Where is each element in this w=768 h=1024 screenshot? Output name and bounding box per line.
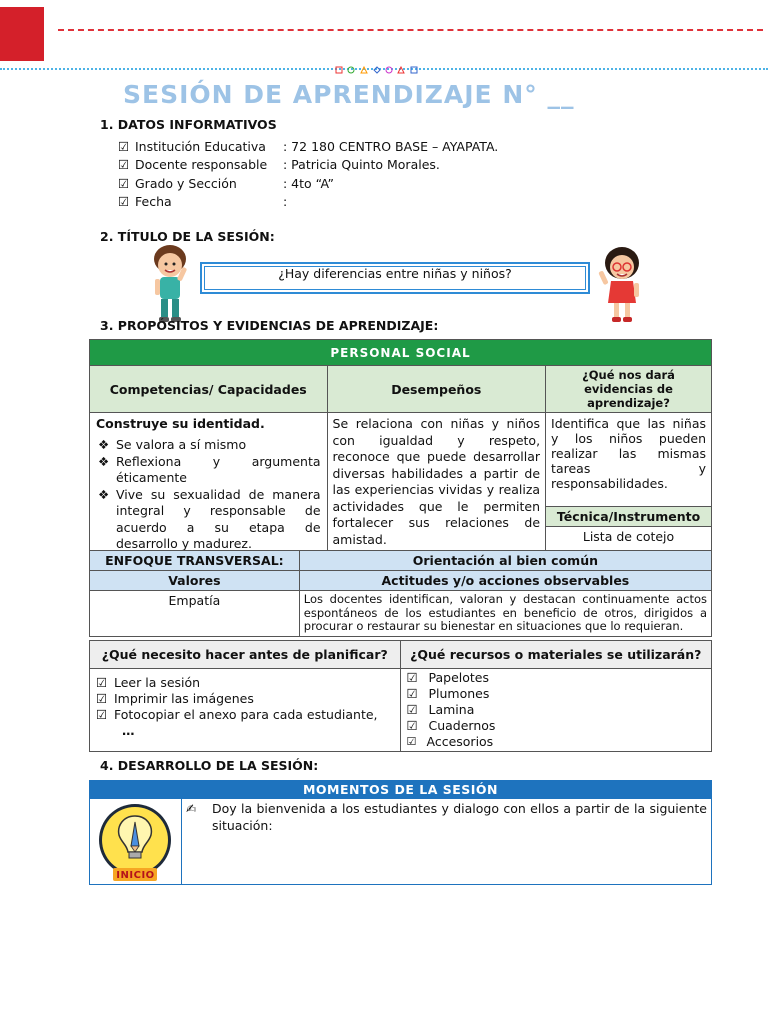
checkbox-checked-icon: ☑ — [96, 691, 108, 706]
antes-item: ☑ Fotocopiar el anexo para cada estudiante, — [96, 707, 378, 722]
momentos-table — [89, 780, 712, 885]
area-header: PERSONAL SOCIAL — [90, 340, 712, 366]
capacidad-item: ❖ Se valora a sí mismo — [98, 437, 247, 452]
col-header-evidencias: ¿Qué nos dará evidencias de aprendizaje? — [546, 366, 712, 413]
diamond-bullet-icon: ❖ — [98, 486, 110, 502]
info-label: Institución Educativa — [135, 139, 266, 154]
checkbox-checked-icon: ☑ — [406, 702, 418, 717]
checkbox-checked-icon: ☑ — [118, 157, 130, 172]
info-row-grado — [118, 176, 334, 191]
info-value: : 72 180 CENTRO BASE – AYAPATA. — [283, 139, 499, 154]
enfoque-table — [89, 550, 712, 637]
competencia-title: Construye su identidad. — [96, 416, 265, 431]
capacidad-item: ❖ Vive su sexualidad de manera integral y responsable de acuerdo a su etapa de desarrollo y madurez. — [98, 486, 321, 551]
writing-hand-icon: ✍ — [185, 801, 197, 816]
info-label: Docente responsable — [135, 157, 268, 172]
desempeno-cell: Se relaciona con niñas y niños con igualdad y respeto, reconoce que puede desarrollar diversas habilidades a partir de las experiencias vividas y realiza actividades que le permiten fortalecer sus relaciones de amistad. — [327, 413, 546, 557]
section-heading-titulo: 2. TÍTULO DE LA SESIÓN: — [100, 229, 275, 244]
valor-cell: Empatía — [90, 591, 300, 637]
inicio-cell — [90, 799, 182, 885]
info-value: : — [283, 194, 288, 209]
col-header-competencias: Competencias/ Capacidades — [90, 366, 328, 413]
checkbox-checked-icon: ☑ — [406, 735, 417, 748]
section-heading-desarrollo: 4. DESARROLLO DE LA SESIÓN: — [100, 758, 319, 773]
evidencia-cell: Identifica que las niñas y los niños pueden realizar las mismas tareas y responsabilidades. — [546, 413, 712, 507]
capacidad-item: ❖ Reflexiona y argumenta éticamente — [98, 453, 321, 485]
session-title-box — [200, 262, 590, 294]
corner-red-block — [0, 7, 44, 61]
info-row-fecha — [118, 194, 287, 209]
info-label: Fecha — [135, 194, 172, 209]
inicio-content — [181, 799, 711, 885]
enfoque-label: ENFOQUE TRANSVERSAL: — [90, 551, 300, 571]
girl-illustration — [596, 245, 646, 325]
valores-header: Valores — [90, 571, 300, 591]
checkbox-checked-icon: ☑ — [118, 194, 130, 209]
momentos-header: MOMENTOS DE LA SESIÓN — [90, 781, 712, 799]
col-header-desempenos: Desempeños — [327, 366, 546, 413]
diamond-bullet-icon: ❖ — [98, 453, 110, 469]
recurso-item: ☑ Cuadernos — [406, 718, 496, 733]
antes-more: … — [122, 723, 135, 738]
info-row-institucion — [118, 139, 498, 154]
propositos-table — [89, 339, 712, 557]
checkbox-checked-icon: ☑ — [96, 675, 108, 690]
checkbox-checked-icon: ☑ — [406, 670, 418, 685]
info-value: : 4to “A” — [283, 176, 335, 191]
checkbox-checked-icon: ☑ — [406, 718, 418, 733]
recurso-item: ☑ Plumones — [406, 686, 490, 701]
inicio-text: Doy la bienvenida a los estudiantes y dialogo con ellos a partir de la siguiente situación: — [211, 801, 707, 833]
recursos-list — [400, 669, 712, 752]
enfoque-name: Orientación al bien común — [299, 551, 711, 571]
checkbox-checked-icon: ☑ — [406, 686, 418, 701]
recurso-item: ☑ Accesorios — [406, 734, 494, 749]
red-dashed-divider — [58, 29, 763, 31]
checkbox-checked-icon: ☑ — [118, 176, 130, 191]
section-heading-propositos: 3. PROPÓSITOS Y EVIDENCIAS DE APRENDIZAJE: — [100, 318, 439, 333]
col-header-antes: ¿Qué necesito hacer antes de planificar? — [90, 641, 401, 669]
antes-item: ☑ Leer la sesión — [96, 675, 201, 690]
recurso-item: ☑ Papelotes — [406, 670, 489, 685]
diamond-bullet-icon: ❖ — [98, 437, 110, 452]
tecnica-value: Lista de cotejo — [546, 526, 712, 556]
actitud-cell: Los docentes identifican, valoran y destacan continuamente actos espontáneos de los estudiantes en beneficio de otros, dirigidos a procurar o restaurar su bienestar en situaciones que lo requieran. — [299, 591, 711, 637]
decorative-shapes-icon — [335, 64, 435, 76]
info-value: : Patricia Quinto Morales. — [283, 157, 440, 172]
antes-item: ☑ Imprimir las imágenes — [96, 691, 254, 706]
tecnica-label: Técnica/Instrumento — [546, 506, 712, 526]
boy-illustration — [146, 243, 196, 325]
info-row-docente — [118, 157, 440, 172]
planificar-table — [89, 640, 712, 752]
inicio-label: INICIO — [116, 870, 155, 881]
checkbox-checked-icon: ☑ — [96, 707, 108, 722]
competencias-cell — [90, 413, 328, 557]
session-title-text: ¿Hay diferencias entre niñas y niños? — [278, 266, 512, 281]
checkbox-checked-icon: ☑ — [118, 139, 130, 154]
info-label: Grado y Sección — [135, 176, 237, 191]
actitudes-header: Actitudes y/o acciones observables — [299, 571, 711, 591]
col-header-recursos: ¿Qué recursos o materiales se utilizarán? — [400, 641, 712, 669]
antes-list — [90, 669, 401, 752]
section-heading-datos: 1. DATOS INFORMATIVOS — [100, 117, 277, 132]
recurso-item: ☑ Lamina — [406, 702, 475, 717]
page-title: SESIÓN DE APRENDIZAJE N° __ — [123, 80, 575, 109]
